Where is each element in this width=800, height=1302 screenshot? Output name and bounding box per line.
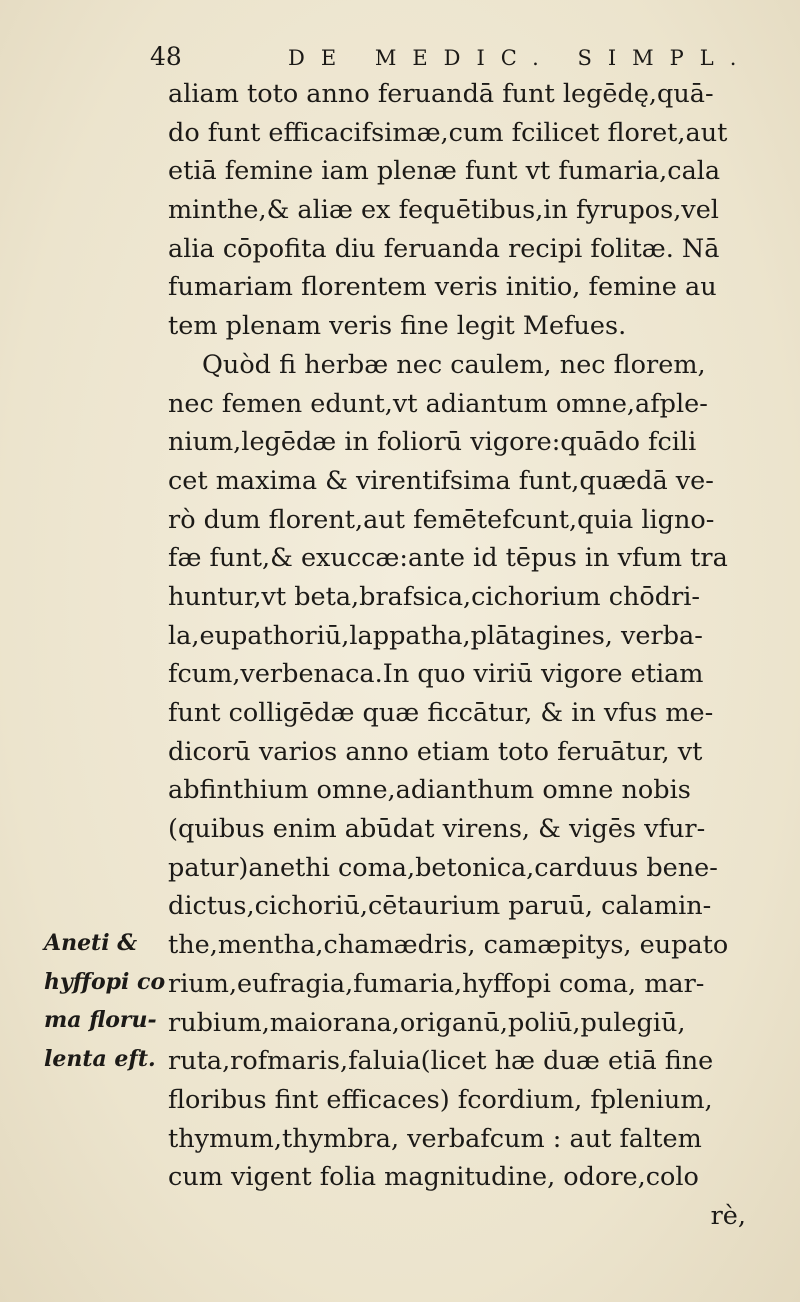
text-line: nec femen edunt,vt adiantum omne,afple- <box>168 388 708 419</box>
text-line: do funt efficacifsimæ,cum fcilicet floret,aut <box>168 117 728 148</box>
text-line: thymum,thymbra, verbafcum : aut faltem <box>168 1123 702 1154</box>
text-line: the,mentha,chamædris, camæpitys, eupato <box>168 930 729 961</box>
page-header <box>150 30 753 74</box>
text-line: tem plenam veris fine legit Mefues. <box>168 311 627 342</box>
text-line: aliam toto anno feruandā funt legēdę,quā- <box>168 79 714 109</box>
text-line: fumariam florentem veris initio, femine au <box>168 272 717 303</box>
text-line: rubium,maiorana,origanū,poliū,pulegiū, <box>168 1007 686 1038</box>
text-line: funt colligēdæ quæ ficcātur, & in vfus me- <box>168 698 714 728</box>
text-line: etiā femine iam plenæ funt vt fumaria,cala <box>168 156 721 187</box>
running-title: DE MEDIC. SIMPL. <box>288 46 753 70</box>
text-line: Quòd fi herbæ nec caulem, nec florem, <box>202 349 706 380</box>
text-line: alia cōpofita diu feruanda recipi folitæ. Nā <box>168 233 720 264</box>
margin-note-line: lenta eft. <box>44 1046 156 1073</box>
text-line: ruta,rofmaris,faluia(licet hæ duæ etiā fine <box>168 1046 714 1077</box>
text-line: fæ funt,& exuccæ:ante id tēpus in vfum tra <box>168 543 728 574</box>
margin-note-line: hyffopi co <box>44 968 166 995</box>
text-line: nium,legēdæ in foliorū vigore:quādo fcili <box>168 427 697 458</box>
text-line: dicorū varios anno etiam toto feruātur, vt <box>168 736 703 767</box>
page-number: 48 <box>150 42 182 71</box>
text-line: floribus fint efficaces) fcordium, fplenium, <box>168 1084 713 1115</box>
text-line: fcum,verbenaca.In quo viriū vigore etiam <box>168 659 704 690</box>
text-line: minthe,& aliæ ex fequētibus,in fyrupos,vel <box>168 195 719 226</box>
text-line: dictus,cichoriū,cētaurium paruū, calamin- <box>168 891 712 922</box>
text-line: rò dum florent,aut femētefcunt,quia ligno- <box>168 504 715 535</box>
margin-note <box>44 924 168 1079</box>
margin-note-line: ma floru- <box>44 1007 157 1034</box>
body-text <box>168 75 758 1236</box>
text-line: rium,eufragia,fumaria,hyffopi coma, mar- <box>168 968 705 999</box>
text-line: rè, <box>710 1200 746 1231</box>
margin-note-line: Aneti & <box>44 930 138 956</box>
text-line: huntur,vt beta,brafsica,cichorium chōdri- <box>168 581 701 612</box>
text-line: abfinthium omne,adianthum omne nobis <box>168 775 691 806</box>
text-line: la,eupathoriū,lappatha,plātagines, verba- <box>168 620 703 651</box>
text-line: cum vigent folia magnitudine, odore,colo <box>168 1162 699 1193</box>
text-line: cet maxima & virentifsima funt,quædā ve- <box>168 465 714 496</box>
text-line: (quibus enim abūdat virens, & vigēs vfur- <box>168 814 706 845</box>
text-line: patur)anethi coma,betonica,carduus bene- <box>168 852 718 883</box>
